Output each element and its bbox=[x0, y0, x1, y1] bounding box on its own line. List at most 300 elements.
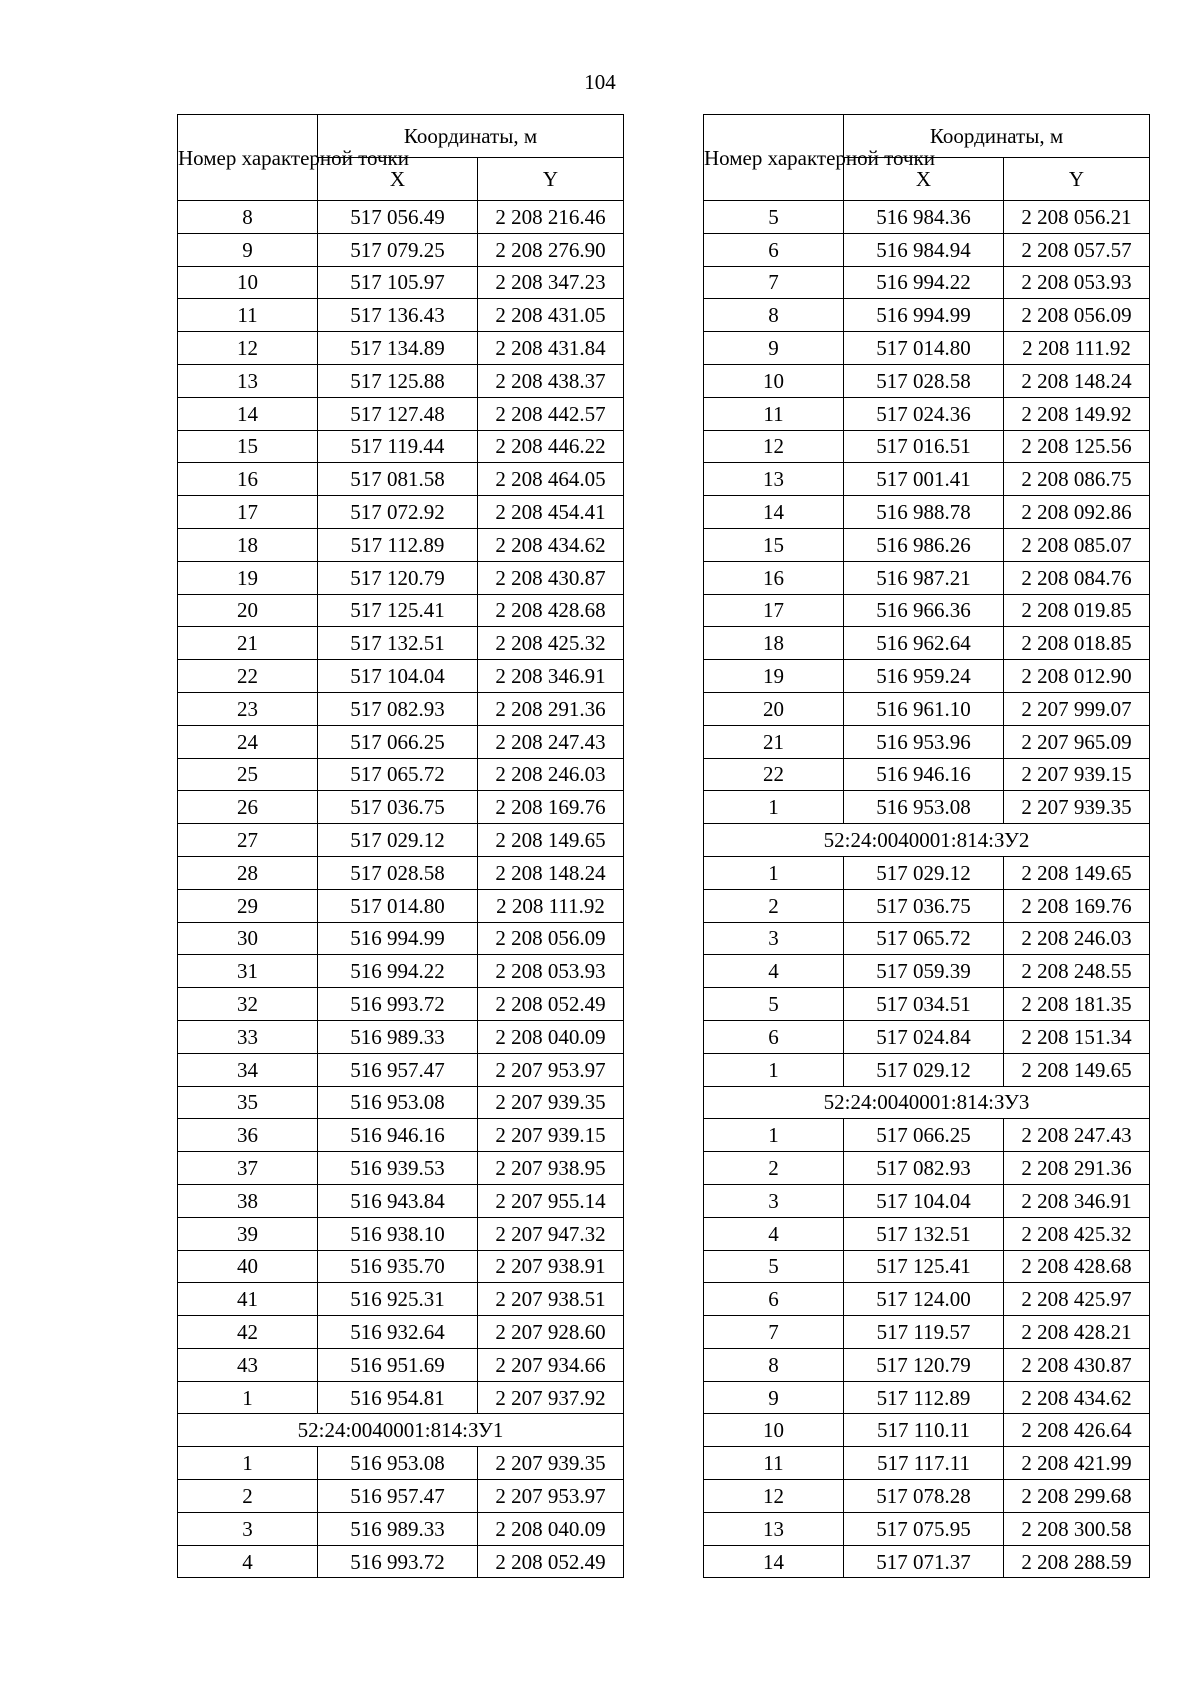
point-number-cell: 11 bbox=[178, 299, 318, 332]
y-coordinate-cell: 2 207 938.51 bbox=[478, 1283, 624, 1316]
table-row bbox=[178, 1086, 624, 1119]
header-y: Y bbox=[1004, 158, 1150, 201]
point-number-cell: 6 bbox=[704, 1283, 844, 1316]
point-number-cell: 14 bbox=[178, 397, 318, 430]
y-coordinate-cell: 2 207 928.60 bbox=[478, 1316, 624, 1349]
table-row bbox=[704, 463, 1150, 496]
point-number-cell: 16 bbox=[178, 463, 318, 496]
y-coordinate-cell: 2 207 938.95 bbox=[478, 1152, 624, 1185]
table-row bbox=[178, 1020, 624, 1053]
x-coordinate-cell: 516 993.72 bbox=[318, 988, 478, 1021]
table-row bbox=[704, 660, 1150, 693]
table-row bbox=[704, 1119, 1150, 1152]
y-coordinate-cell: 2 208 428.68 bbox=[1004, 1250, 1150, 1283]
x-coordinate-cell: 516 961.10 bbox=[844, 692, 1004, 725]
x-coordinate-cell: 517 134.89 bbox=[318, 332, 478, 365]
header-x: X bbox=[318, 158, 478, 201]
y-coordinate-cell: 2 208 438.37 bbox=[478, 364, 624, 397]
table-row bbox=[178, 660, 624, 693]
x-coordinate-cell: 517 078.28 bbox=[844, 1480, 1004, 1513]
x-coordinate-cell: 517 028.58 bbox=[844, 364, 1004, 397]
y-coordinate-cell: 2 207 939.35 bbox=[1004, 791, 1150, 824]
y-coordinate-cell: 2 208 299.68 bbox=[1004, 1480, 1150, 1513]
table-row bbox=[178, 627, 624, 660]
x-coordinate-cell: 516 946.16 bbox=[318, 1119, 478, 1152]
y-coordinate-cell: 2 208 149.65 bbox=[478, 824, 624, 857]
y-coordinate-cell: 2 208 151.34 bbox=[1004, 1020, 1150, 1053]
x-coordinate-cell: 517 132.51 bbox=[844, 1217, 1004, 1250]
table-row bbox=[704, 496, 1150, 529]
point-number-cell: 7 bbox=[704, 266, 844, 299]
y-coordinate-cell: 2 208 291.36 bbox=[1004, 1152, 1150, 1185]
x-coordinate-cell: 517 001.41 bbox=[844, 463, 1004, 496]
point-number-cell: 1 bbox=[704, 856, 844, 889]
x-coordinate-cell: 517 066.25 bbox=[844, 1119, 1004, 1152]
x-coordinate-cell: 516 959.24 bbox=[844, 660, 1004, 693]
y-coordinate-cell: 2 208 111.92 bbox=[1004, 332, 1150, 365]
x-coordinate-cell: 517 120.79 bbox=[844, 1348, 1004, 1381]
point-number-cell: 1 bbox=[178, 1381, 318, 1414]
table-row bbox=[704, 1348, 1150, 1381]
point-number-cell: 11 bbox=[704, 397, 844, 430]
y-coordinate-cell: 2 208 421.99 bbox=[1004, 1447, 1150, 1480]
table-row bbox=[178, 430, 624, 463]
table-body-left bbox=[178, 201, 624, 1578]
point-number-cell: 41 bbox=[178, 1283, 318, 1316]
table-row bbox=[178, 266, 624, 299]
point-number-cell: 11 bbox=[704, 1447, 844, 1480]
table-row bbox=[704, 1020, 1150, 1053]
point-number-cell: 13 bbox=[704, 1512, 844, 1545]
section-label: 52:24:0040001:814:ЗУ2 bbox=[704, 824, 1150, 857]
x-coordinate-cell: 517 125.41 bbox=[844, 1250, 1004, 1283]
point-number-cell: 18 bbox=[178, 528, 318, 561]
point-number-cell: 20 bbox=[178, 594, 318, 627]
x-coordinate-cell: 517 110.11 bbox=[844, 1414, 1004, 1447]
table-row bbox=[704, 889, 1150, 922]
point-number-cell: 6 bbox=[704, 233, 844, 266]
point-number-cell: 13 bbox=[704, 463, 844, 496]
x-coordinate-cell: 517 024.84 bbox=[844, 1020, 1004, 1053]
table-row bbox=[704, 922, 1150, 955]
x-coordinate-cell: 516 943.84 bbox=[318, 1184, 478, 1217]
x-coordinate-cell: 516 953.08 bbox=[318, 1086, 478, 1119]
y-coordinate-cell: 2 208 430.87 bbox=[1004, 1348, 1150, 1381]
table-row bbox=[704, 528, 1150, 561]
x-coordinate-cell: 517 104.04 bbox=[844, 1184, 1004, 1217]
table-row bbox=[704, 1414, 1150, 1447]
point-number-cell: 17 bbox=[704, 594, 844, 627]
y-coordinate-cell: 2 208 276.90 bbox=[478, 233, 624, 266]
x-coordinate-cell: 516 935.70 bbox=[318, 1250, 478, 1283]
point-number-cell: 22 bbox=[178, 660, 318, 693]
x-coordinate-cell: 517 071.37 bbox=[844, 1545, 1004, 1578]
x-coordinate-cell: 517 125.88 bbox=[318, 364, 478, 397]
x-coordinate-cell: 517 072.92 bbox=[318, 496, 478, 529]
x-coordinate-cell: 516 989.33 bbox=[318, 1020, 478, 1053]
table-row bbox=[704, 1184, 1150, 1217]
x-coordinate-cell: 516 932.64 bbox=[318, 1316, 478, 1349]
y-coordinate-cell: 2 208 053.93 bbox=[1004, 266, 1150, 299]
x-coordinate-cell: 516 986.26 bbox=[844, 528, 1004, 561]
x-coordinate-cell: 517 120.79 bbox=[318, 561, 478, 594]
y-coordinate-cell: 2 208 428.21 bbox=[1004, 1316, 1150, 1349]
table-row bbox=[704, 430, 1150, 463]
table-row bbox=[704, 1152, 1150, 1185]
y-coordinate-cell: 2 208 149.65 bbox=[1004, 1053, 1150, 1086]
table-row bbox=[704, 988, 1150, 1021]
point-number-cell: 8 bbox=[704, 299, 844, 332]
point-number-cell: 14 bbox=[704, 1545, 844, 1578]
section-row bbox=[704, 1086, 1150, 1119]
point-number-cell: 1 bbox=[704, 791, 844, 824]
x-coordinate-cell: 517 119.57 bbox=[844, 1316, 1004, 1349]
y-coordinate-cell: 2 208 149.92 bbox=[1004, 397, 1150, 430]
y-coordinate-cell: 2 208 425.32 bbox=[478, 627, 624, 660]
point-number-cell: 5 bbox=[704, 1250, 844, 1283]
y-coordinate-cell: 2 208 052.49 bbox=[478, 988, 624, 1021]
point-number-cell: 3 bbox=[704, 922, 844, 955]
point-number-cell: 15 bbox=[178, 430, 318, 463]
point-number-cell: 21 bbox=[704, 725, 844, 758]
x-coordinate-cell: 517 028.58 bbox=[318, 856, 478, 889]
y-coordinate-cell: 2 208 246.03 bbox=[1004, 922, 1150, 955]
y-coordinate-cell: 2 208 446.22 bbox=[478, 430, 624, 463]
point-number-cell: 12 bbox=[178, 332, 318, 365]
table-row bbox=[704, 201, 1150, 234]
section-row bbox=[704, 824, 1150, 857]
y-coordinate-cell: 2 207 999.07 bbox=[1004, 692, 1150, 725]
table-row bbox=[178, 1316, 624, 1349]
table-row bbox=[704, 1316, 1150, 1349]
table-row bbox=[178, 201, 624, 234]
x-coordinate-cell: 516 989.33 bbox=[318, 1512, 478, 1545]
y-coordinate-cell: 2 207 953.97 bbox=[478, 1053, 624, 1086]
y-coordinate-cell: 2 207 939.15 bbox=[478, 1119, 624, 1152]
table-row bbox=[178, 561, 624, 594]
y-coordinate-cell: 2 207 937.92 bbox=[478, 1381, 624, 1414]
table-row bbox=[704, 594, 1150, 627]
x-coordinate-cell: 516 994.22 bbox=[318, 955, 478, 988]
point-number-cell: 18 bbox=[704, 627, 844, 660]
y-coordinate-cell: 2 208 092.86 bbox=[1004, 496, 1150, 529]
y-coordinate-cell: 2 208 431.05 bbox=[478, 299, 624, 332]
header-x: X bbox=[844, 158, 1004, 201]
table-row bbox=[704, 856, 1150, 889]
table-row bbox=[178, 1480, 624, 1513]
point-number-cell: 36 bbox=[178, 1119, 318, 1152]
table-row bbox=[178, 463, 624, 496]
table-row bbox=[704, 955, 1150, 988]
point-number-cell: 40 bbox=[178, 1250, 318, 1283]
point-number-cell: 37 bbox=[178, 1152, 318, 1185]
point-number-cell: 38 bbox=[178, 1184, 318, 1217]
table-row bbox=[178, 1512, 624, 1545]
table-row bbox=[704, 561, 1150, 594]
y-coordinate-cell: 2 208 247.43 bbox=[478, 725, 624, 758]
point-number-cell: 34 bbox=[178, 1053, 318, 1086]
x-coordinate-cell: 516 953.96 bbox=[844, 725, 1004, 758]
table-row bbox=[704, 1217, 1150, 1250]
point-number-cell: 19 bbox=[704, 660, 844, 693]
table-row bbox=[178, 364, 624, 397]
table-row bbox=[704, 1480, 1150, 1513]
x-coordinate-cell: 516 994.99 bbox=[318, 922, 478, 955]
y-coordinate-cell: 2 208 248.55 bbox=[1004, 955, 1150, 988]
y-coordinate-cell: 2 208 181.35 bbox=[1004, 988, 1150, 1021]
point-number-cell: 15 bbox=[704, 528, 844, 561]
point-number-cell: 31 bbox=[178, 955, 318, 988]
table-row bbox=[178, 824, 624, 857]
y-coordinate-cell: 2 208 428.68 bbox=[478, 594, 624, 627]
table-row bbox=[704, 397, 1150, 430]
x-coordinate-cell: 516 957.47 bbox=[318, 1053, 478, 1086]
x-coordinate-cell: 517 104.04 bbox=[318, 660, 478, 693]
y-coordinate-cell: 2 208 434.62 bbox=[478, 528, 624, 561]
point-number-cell: 5 bbox=[704, 988, 844, 1021]
y-coordinate-cell: 2 208 086.75 bbox=[1004, 463, 1150, 496]
x-coordinate-cell: 517 136.43 bbox=[318, 299, 478, 332]
point-number-cell: 32 bbox=[178, 988, 318, 1021]
table-row bbox=[178, 1283, 624, 1316]
y-coordinate-cell: 2 208 169.76 bbox=[1004, 889, 1150, 922]
point-number-cell: 16 bbox=[704, 561, 844, 594]
x-coordinate-cell: 516 988.78 bbox=[844, 496, 1004, 529]
point-number-cell: 5 bbox=[704, 201, 844, 234]
y-coordinate-cell: 2 207 938.91 bbox=[478, 1250, 624, 1283]
y-coordinate-cell: 2 208 057.57 bbox=[1004, 233, 1150, 266]
table-row bbox=[178, 594, 624, 627]
y-coordinate-cell: 2 208 454.41 bbox=[478, 496, 624, 529]
point-number-cell: 4 bbox=[704, 955, 844, 988]
y-coordinate-cell: 2 208 442.57 bbox=[478, 397, 624, 430]
page-number: 104 bbox=[584, 70, 616, 94]
y-coordinate-cell: 2 208 425.97 bbox=[1004, 1283, 1150, 1316]
x-coordinate-cell: 516 993.72 bbox=[318, 1545, 478, 1578]
y-coordinate-cell: 2 207 955.14 bbox=[478, 1184, 624, 1217]
point-number-cell: 6 bbox=[704, 1020, 844, 1053]
y-coordinate-cell: 2 207 939.15 bbox=[1004, 758, 1150, 791]
header-point-number: Номер характерной точки bbox=[178, 115, 318, 201]
x-coordinate-cell: 517 119.44 bbox=[318, 430, 478, 463]
point-number-cell: 10 bbox=[178, 266, 318, 299]
point-number-cell: 9 bbox=[178, 233, 318, 266]
header-y: Y bbox=[478, 158, 624, 201]
table-row bbox=[178, 1545, 624, 1578]
x-coordinate-cell: 517 059.39 bbox=[844, 955, 1004, 988]
y-coordinate-cell: 2 208 430.87 bbox=[478, 561, 624, 594]
table-row bbox=[704, 233, 1150, 266]
point-number-cell: 19 bbox=[178, 561, 318, 594]
point-number-cell: 33 bbox=[178, 1020, 318, 1053]
point-number-cell: 9 bbox=[704, 332, 844, 365]
y-coordinate-cell: 2 208 040.09 bbox=[478, 1512, 624, 1545]
y-coordinate-cell: 2 207 939.35 bbox=[478, 1447, 624, 1480]
header-coordinates: Координаты, м bbox=[844, 115, 1150, 158]
x-coordinate-cell: 517 014.80 bbox=[318, 889, 478, 922]
point-number-cell: 25 bbox=[178, 758, 318, 791]
table-row bbox=[704, 364, 1150, 397]
x-coordinate-cell: 516 925.31 bbox=[318, 1283, 478, 1316]
y-coordinate-cell: 2 208 291.36 bbox=[478, 692, 624, 725]
x-coordinate-cell: 517 124.00 bbox=[844, 1283, 1004, 1316]
y-coordinate-cell: 2 208 431.84 bbox=[478, 332, 624, 365]
x-coordinate-cell: 516 984.94 bbox=[844, 233, 1004, 266]
y-coordinate-cell: 2 208 347.23 bbox=[478, 266, 624, 299]
point-number-cell: 29 bbox=[178, 889, 318, 922]
x-coordinate-cell: 516 953.08 bbox=[318, 1447, 478, 1480]
point-number-cell: 30 bbox=[178, 922, 318, 955]
point-number-cell: 17 bbox=[178, 496, 318, 529]
table-row bbox=[704, 1447, 1150, 1480]
coordinates-table-left bbox=[177, 114, 624, 1578]
table-row bbox=[178, 1184, 624, 1217]
y-coordinate-cell: 2 207 953.97 bbox=[478, 1480, 624, 1513]
table-row bbox=[178, 1348, 624, 1381]
y-coordinate-cell: 2 208 247.43 bbox=[1004, 1119, 1150, 1152]
x-coordinate-cell: 517 105.97 bbox=[318, 266, 478, 299]
x-coordinate-cell: 517 036.75 bbox=[318, 791, 478, 824]
table-row bbox=[704, 266, 1150, 299]
table-row bbox=[178, 397, 624, 430]
y-coordinate-cell: 2 208 169.76 bbox=[478, 791, 624, 824]
y-coordinate-cell: 2 208 148.24 bbox=[1004, 364, 1150, 397]
point-number-cell: 35 bbox=[178, 1086, 318, 1119]
table-row bbox=[704, 1250, 1150, 1283]
y-coordinate-cell: 2 208 300.58 bbox=[1004, 1512, 1150, 1545]
y-coordinate-cell: 2 208 111.92 bbox=[478, 889, 624, 922]
table-row bbox=[178, 725, 624, 758]
y-coordinate-cell: 2 207 965.09 bbox=[1004, 725, 1150, 758]
point-number-cell: 1 bbox=[178, 1447, 318, 1480]
x-coordinate-cell: 517 016.51 bbox=[844, 430, 1004, 463]
table-row bbox=[178, 1250, 624, 1283]
point-number-cell: 1 bbox=[704, 1053, 844, 1086]
y-coordinate-cell: 2 208 056.21 bbox=[1004, 201, 1150, 234]
table-row bbox=[178, 528, 624, 561]
point-number-cell: 27 bbox=[178, 824, 318, 857]
table-row bbox=[704, 1512, 1150, 1545]
point-number-cell: 2 bbox=[178, 1480, 318, 1513]
table-row bbox=[704, 332, 1150, 365]
x-coordinate-cell: 516 984.36 bbox=[844, 201, 1004, 234]
point-number-cell: 4 bbox=[704, 1217, 844, 1250]
coordinates-table-right bbox=[703, 114, 1150, 1578]
point-number-cell: 20 bbox=[704, 692, 844, 725]
y-coordinate-cell: 2 208 346.91 bbox=[478, 660, 624, 693]
table-row bbox=[178, 1217, 624, 1250]
table-row bbox=[704, 1053, 1150, 1086]
table-row bbox=[704, 791, 1150, 824]
x-coordinate-cell: 517 125.41 bbox=[318, 594, 478, 627]
table-row bbox=[178, 332, 624, 365]
x-coordinate-cell: 516 951.69 bbox=[318, 1348, 478, 1381]
point-number-cell: 3 bbox=[704, 1184, 844, 1217]
y-coordinate-cell: 2 208 434.62 bbox=[1004, 1381, 1150, 1414]
y-coordinate-cell: 2 207 947.32 bbox=[478, 1217, 624, 1250]
y-coordinate-cell: 2 208 346.91 bbox=[1004, 1184, 1150, 1217]
x-coordinate-cell: 517 112.89 bbox=[318, 528, 478, 561]
section-label: 52:24:0040001:814:ЗУ3 bbox=[704, 1086, 1150, 1119]
table-row bbox=[178, 1447, 624, 1480]
y-coordinate-cell: 2 208 084.76 bbox=[1004, 561, 1150, 594]
y-coordinate-cell: 2 208 425.32 bbox=[1004, 1217, 1150, 1250]
x-coordinate-cell: 517 034.51 bbox=[844, 988, 1004, 1021]
x-coordinate-cell: 517 029.12 bbox=[844, 856, 1004, 889]
point-number-cell: 8 bbox=[704, 1348, 844, 1381]
table-row bbox=[178, 758, 624, 791]
x-coordinate-cell: 517 081.58 bbox=[318, 463, 478, 496]
point-number-cell: 3 bbox=[178, 1512, 318, 1545]
x-coordinate-cell: 516 962.64 bbox=[844, 627, 1004, 660]
x-coordinate-cell: 516 994.22 bbox=[844, 266, 1004, 299]
table-row bbox=[178, 791, 624, 824]
point-number-cell: 9 bbox=[704, 1381, 844, 1414]
y-coordinate-cell: 2 207 939.35 bbox=[478, 1086, 624, 1119]
x-coordinate-cell: 516 994.99 bbox=[844, 299, 1004, 332]
table-row bbox=[178, 922, 624, 955]
table-row bbox=[178, 233, 624, 266]
y-coordinate-cell: 2 208 018.85 bbox=[1004, 627, 1150, 660]
table-row bbox=[704, 692, 1150, 725]
y-coordinate-cell: 2 208 053.93 bbox=[478, 955, 624, 988]
table-row bbox=[178, 1119, 624, 1152]
x-coordinate-cell: 517 079.25 bbox=[318, 233, 478, 266]
y-coordinate-cell: 2 208 056.09 bbox=[478, 922, 624, 955]
table-row bbox=[178, 299, 624, 332]
table-row bbox=[178, 955, 624, 988]
table-row bbox=[704, 1381, 1150, 1414]
point-number-cell: 42 bbox=[178, 1316, 318, 1349]
y-coordinate-cell: 2 208 426.64 bbox=[1004, 1414, 1150, 1447]
y-coordinate-cell: 2 208 125.56 bbox=[1004, 430, 1150, 463]
x-coordinate-cell: 517 029.12 bbox=[318, 824, 478, 857]
table-row bbox=[178, 1152, 624, 1185]
y-coordinate-cell: 2 208 085.07 bbox=[1004, 528, 1150, 561]
y-coordinate-cell: 2 208 464.05 bbox=[478, 463, 624, 496]
x-coordinate-cell: 517 014.80 bbox=[844, 332, 1004, 365]
header-point-number: Номер характерной точки bbox=[704, 115, 844, 201]
x-coordinate-cell: 517 132.51 bbox=[318, 627, 478, 660]
x-coordinate-cell: 517 117.11 bbox=[844, 1447, 1004, 1480]
section-row bbox=[178, 1414, 624, 1447]
table-row bbox=[178, 1381, 624, 1414]
point-number-cell: 10 bbox=[704, 1414, 844, 1447]
x-coordinate-cell: 517 036.75 bbox=[844, 889, 1004, 922]
x-coordinate-cell: 517 075.95 bbox=[844, 1512, 1004, 1545]
y-coordinate-cell: 2 207 934.66 bbox=[478, 1348, 624, 1381]
table-row bbox=[704, 758, 1150, 791]
table-body-right bbox=[704, 201, 1150, 1578]
point-number-cell: 8 bbox=[178, 201, 318, 234]
y-coordinate-cell: 2 208 056.09 bbox=[1004, 299, 1150, 332]
point-number-cell: 22 bbox=[704, 758, 844, 791]
y-coordinate-cell: 2 208 012.90 bbox=[1004, 660, 1150, 693]
point-number-cell: 23 bbox=[178, 692, 318, 725]
point-number-cell: 12 bbox=[704, 430, 844, 463]
table-row bbox=[704, 299, 1150, 332]
point-number-cell: 1 bbox=[704, 1119, 844, 1152]
table-row bbox=[178, 496, 624, 529]
section-label: 52:24:0040001:814:ЗУ1 bbox=[178, 1414, 624, 1447]
x-coordinate-cell: 516 939.53 bbox=[318, 1152, 478, 1185]
x-coordinate-cell: 516 954.81 bbox=[318, 1381, 478, 1414]
x-coordinate-cell: 516 987.21 bbox=[844, 561, 1004, 594]
table-row bbox=[704, 627, 1150, 660]
point-number-cell: 12 bbox=[704, 1480, 844, 1513]
x-coordinate-cell: 516 946.16 bbox=[844, 758, 1004, 791]
table-row bbox=[178, 889, 624, 922]
